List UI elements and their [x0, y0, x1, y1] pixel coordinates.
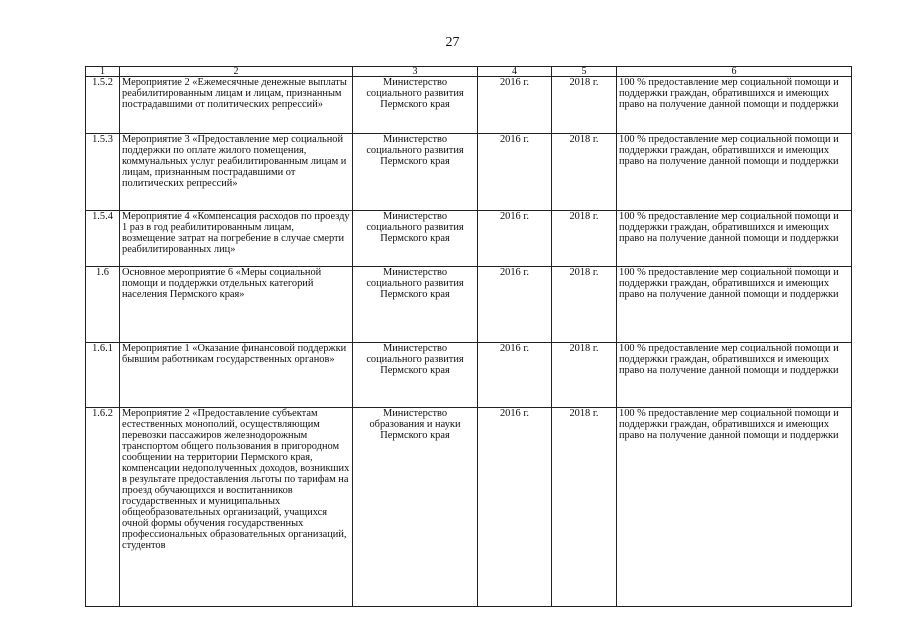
- measure-name: Основное мероприятие 6 «Меры социальной помощи и поддержки отдельных категорий населения Пермского края»: [120, 267, 353, 343]
- table-row: [86, 77, 852, 134]
- expected-result: 100 % предоставление мер социальной помощи и поддержки граждан, обратившихся и имеющих право на получение данной помощи и поддержки: [617, 77, 852, 134]
- measure-name: Мероприятие 2 «Предоставление субъектам естественных монополий, осуществляющим перевозки пассажиров железнодорожным транспортом общего пользования в пригородном сообщении на территории Пермского края, компенсации недополученных доходов, возникших в результате предоставления льготы по тарифам на проезд обучающихся и воспитанников государственных и муниципальных общеобразовательных организаций, учащихся очной формы обучения государственных профессиональных образовательных организаций, студентов: [120, 408, 353, 607]
- end-year: 2018 г.: [552, 343, 617, 408]
- measure-name: Мероприятие 4 «Компенсация расходов по проезду 1 раз в год реабилитированным лицам, возмещение затрат на погребение в случае смерти реабилитированных лиц»: [120, 211, 353, 267]
- executor: Министерство социального развития Пермского края: [353, 343, 478, 408]
- executor: Министерство социального развития Пермского края: [353, 267, 478, 343]
- expected-result: 100 % предоставление мер социальной помощи и поддержки граждан, обратившихся и имеющих право на получение данной помощи и поддержки: [617, 211, 852, 267]
- row-number: 1.6.2: [86, 408, 120, 607]
- table-row: [86, 134, 852, 211]
- expected-result: 100 % предоставление мер социальной помощи и поддержки граждан, обратившихся и имеющих право на получение данной помощи и поддержки: [617, 408, 852, 607]
- expected-result: 100 % предоставление мер социальной помощи и поддержки граждан, обратившихся и имеющих право на получение данной помощи и поддержки: [617, 343, 852, 408]
- start-year: 2016 г.: [478, 267, 552, 343]
- measure-name: Мероприятие 2 «Ежемесячные денежные выплаты реабилитированным лицам и лицам, признанным пострадавшими от политических репрессий»: [120, 77, 353, 134]
- table-row: [86, 343, 852, 408]
- table-row: [86, 408, 852, 607]
- header-col-4: 4: [478, 67, 552, 77]
- header-col-5: 5: [552, 67, 617, 77]
- executor: Министерство социального развития Пермского края: [353, 211, 478, 267]
- start-year: 2016 г.: [478, 343, 552, 408]
- start-year: 2016 г.: [478, 77, 552, 134]
- header-col-2: 2: [120, 67, 353, 77]
- expected-result: 100 % предоставление мер социальной помощи и поддержки граждан, обратившихся и имеющих право на получение данной помощи и поддержки: [617, 267, 852, 343]
- header-col-6: 6: [617, 67, 852, 77]
- row-number: 1.5.3: [86, 134, 120, 211]
- table-row: [86, 267, 852, 343]
- executor: Министерство социального развития Пермского края: [353, 134, 478, 211]
- start-year: 2016 г.: [478, 211, 552, 267]
- executor: Министерство социального развития Пермского края: [353, 77, 478, 134]
- measure-name: Мероприятие 3 «Предоставление мер социальной поддержки по оплате жилого помещения, коммунальных услуг реабилитированным лицам и лицам, признанным пострадавшими от политических репрессий»: [120, 134, 353, 211]
- header-col-3: 3: [353, 67, 478, 77]
- end-year: 2018 г.: [552, 77, 617, 134]
- start-year: 2016 г.: [478, 134, 552, 211]
- table-row: [86, 211, 852, 267]
- measure-name: Мероприятие 1 «Оказание финансовой поддержки бывшим работникам государственных органов»: [120, 343, 353, 408]
- expected-result: 100 % предоставление мер социальной помощи и поддержки граждан, обратившихся и имеющих право на получение данной помощи и поддержки: [617, 134, 852, 211]
- row-number: 1.6: [86, 267, 120, 343]
- header-row: [86, 67, 852, 77]
- row-number: 1.5.2: [86, 77, 120, 134]
- measures-table: [85, 66, 852, 607]
- header-col-1: 1: [86, 67, 120, 77]
- executor: Министерство образования и науки Пермского края: [353, 408, 478, 607]
- end-year: 2018 г.: [552, 408, 617, 607]
- row-number: 1.6.1: [86, 343, 120, 408]
- row-number: 1.5.4: [86, 211, 120, 267]
- start-year: 2016 г.: [478, 408, 552, 607]
- end-year: 2018 г.: [552, 211, 617, 267]
- end-year: 2018 г.: [552, 134, 617, 211]
- end-year: 2018 г.: [552, 267, 617, 343]
- page-number: 27: [445, 35, 460, 50]
